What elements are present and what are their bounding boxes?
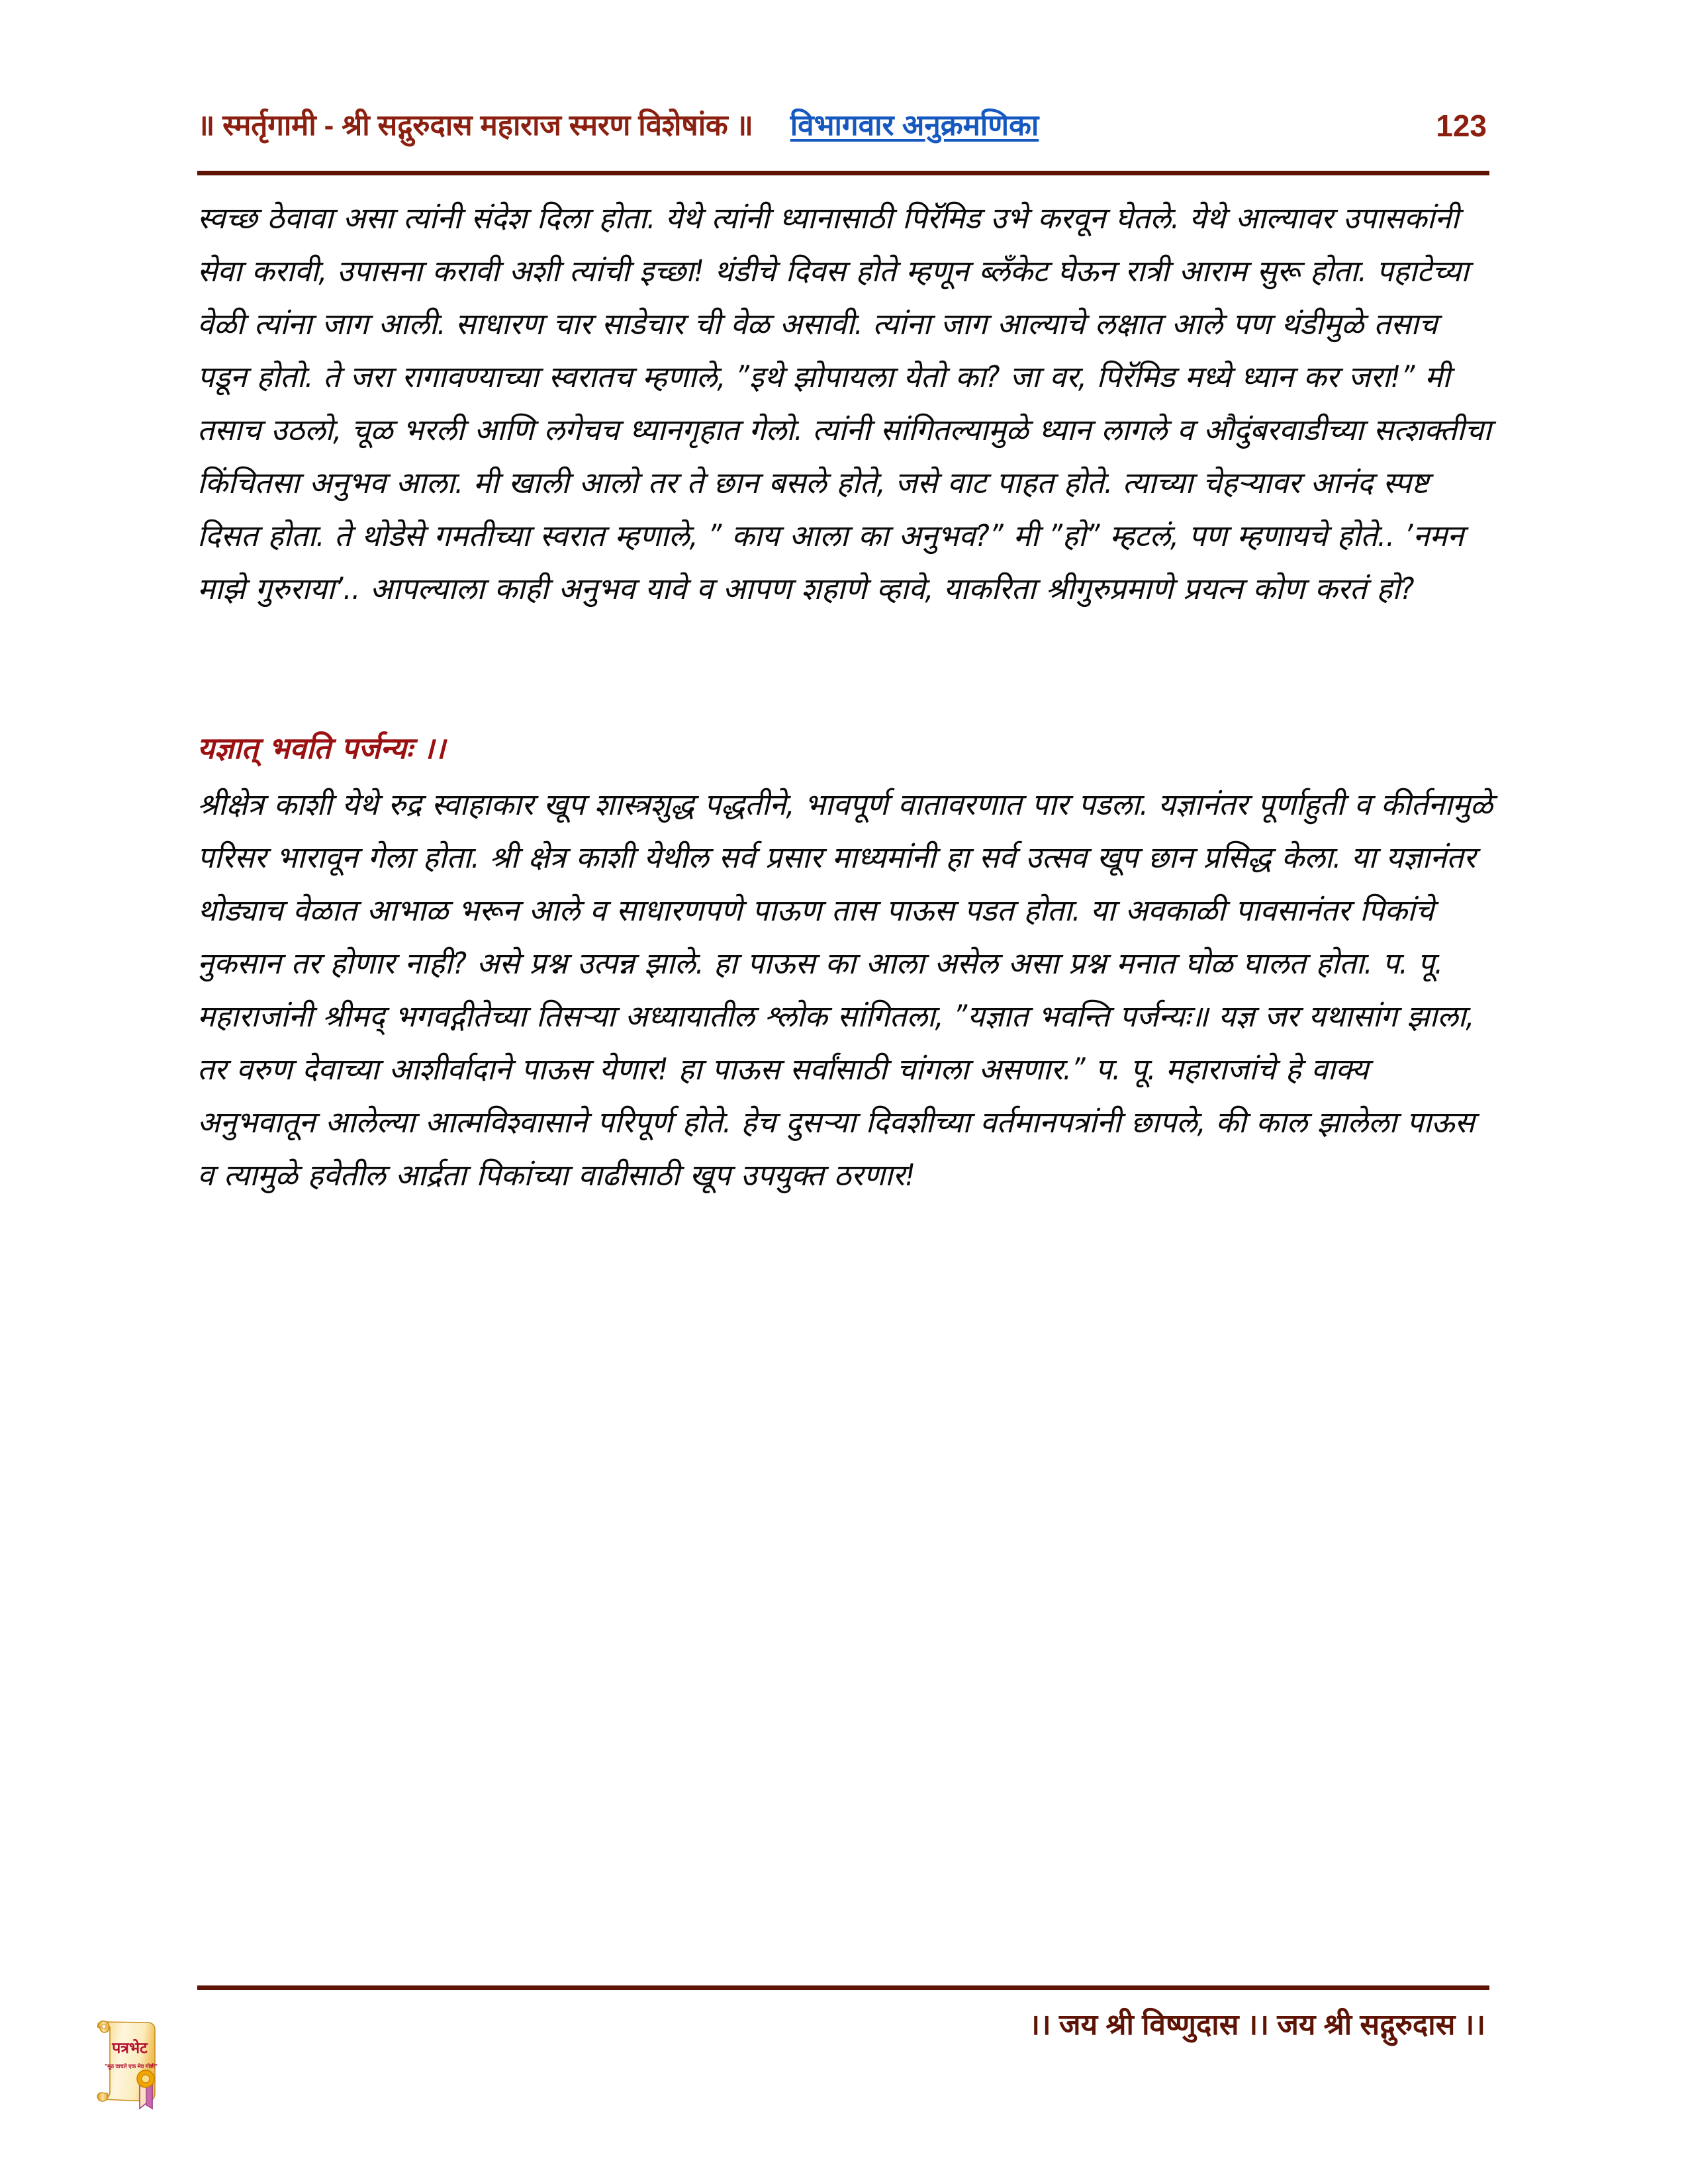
page-number: 123	[1436, 109, 1487, 143]
footer-divider-rule	[197, 1985, 1489, 1990]
body-paragraph-2: श्रीक्षेत्र काशी येथे रुद्र स्वाहाकार खूप शास्त्रशुद्ध पद्धतीने, भावपूर्ण वातावरणात पार पडला. यज्ञानंतर पूर्णाहुती व कीर्तनामुळे परिसर भारावून गेला होता. श्री क्षेत्र काशी येथील सर्व प्रसार माध्यमांनी हा सर्व उत्सव खूप छान प्रसिद्ध केला. या यज्ञानंतर थोड्याच वेळात आभाळ भरून आले व साधारणपणे पाऊण तास पाऊस पडत होता. या अवकाळी पावसानंतर पिकांचे नुकसान तर होणार नाही? असे प्रश्न उत्पन्न झाले. हा पाऊस का आला असेल असा प्रश्न मनात घोळ घालत होता. प. पू. महाराजांनी श्रीमद् भगवद्गीतेच्या तिसऱ्या अध्यायातील श्लोक सांगितला, ”यज्ञात भवन्ति पर्जन्यः॥ यज्ञ जर यथासांग झाला, तर वरुण देवाच्या आशीर्वादाने पाऊस येणार! हा पाऊस सर्वांसाठी चांगला असणार.” प. पू. महाराजांचे हे वाक्य अनुभवातून आलेल्या आत्मविश्वासाने परिपूर्ण होते. हेच दुसऱ्या दिवशीच्या वर्तमानपत्रांनी छापले, की काल झालेला पाऊस व त्यामुळे हवेतील आर्द्रता पिकांच्या वाढीसाठी खूप उपयुक्त ठरणार!	[197, 787, 1493, 1193]
scroll-roll-hole	[102, 2025, 106, 2028]
page-footer	[197, 2000, 1489, 2079]
index-link[interactable]: विभागवार अनुक्रमणिका	[790, 109, 1039, 142]
page-content	[197, 192, 1495, 1202]
footer-blessing-text: ।। जय श्री विष्णुदास ।। जय श्री सद्गुरुदास ।।	[1029, 2009, 1485, 2041]
scroll-icon	[78, 2012, 191, 2121]
section-heading-yadnyat-bhavati-parjanyah: यज्ञात् भवति पर्जन्यः ।।	[197, 731, 445, 766]
patrabhet-logo	[78, 2012, 191, 2121]
ribbon-rosette-center	[142, 2075, 150, 2083]
logo-tagline: "मूठ वाचते एक मेव गोष्टी"	[105, 2063, 158, 2070]
scroll-bottom-roll	[97, 2093, 108, 2101]
body-paragraph-1: स्वच्छ ठेवावा असा त्यांनी संदेश दिला होता. येथे त्यांनी ध्यानासाठी पिरॅमिड उभे करवून घेतले. येथे आल्यावर उपासकांनी सेवा करावी, उपासना करावी अशी त्यांची इच्छा! थंडीचे दिवस होते म्हणून ब्लॅंकेट घेऊन रात्री आराम सुरू होता. पहाटेच्या वेळी त्यांना जाग आली. साधारण चार साडेचार ची वेळ असावी. त्यांना जाग आल्याचे लक्षात आले पण थंडीमुळे तसाच पडून होतो. ते जरा रागावण्याच्या स्वरातच म्हणाले, ”इथे झोपायला येतो का? जा वर, पिरॅमिड मध्ये ध्यान कर जरा!” मी तसाच उठलो, चूळ भरली आणि लगेचच ध्यानगृहात गेलो. त्यांनी सांगितल्यामुळे ध्यान लागले व औदुंबरवाडीच्या सत्शक्तीचा किंचितसा अनुभव आला. मी खाली आलो तर ते छान बसले होते, जसे वाट पाहत होते. त्याच्या चेहऱ्यावर आनंद स्पष्ट दिसत होता. ते थोडेसे गमतीच्या स्वरात म्हणाले, ” काय आला का अनुभव?” मी ”हो” म्हटलं, पण म्हणायचे होते.. ’नमन माझे गुरुराया’.. आपल्याला काही अनुभव यावे व आपण शहाणे व्हावे, याकरिता श्रीगुरुप्रमाणे प्रयत्न कोण करतं हो?	[197, 201, 1491, 606]
header-divider-rule	[197, 171, 1489, 175]
page-header	[197, 89, 1489, 162]
logo-title: पत्रभेट	[112, 2039, 148, 2056]
publication-title: ॥ स्मर्तृगामी - श्री सद्गुरुदास महाराज स्मरण विशेषांक ॥	[197, 109, 753, 142]
